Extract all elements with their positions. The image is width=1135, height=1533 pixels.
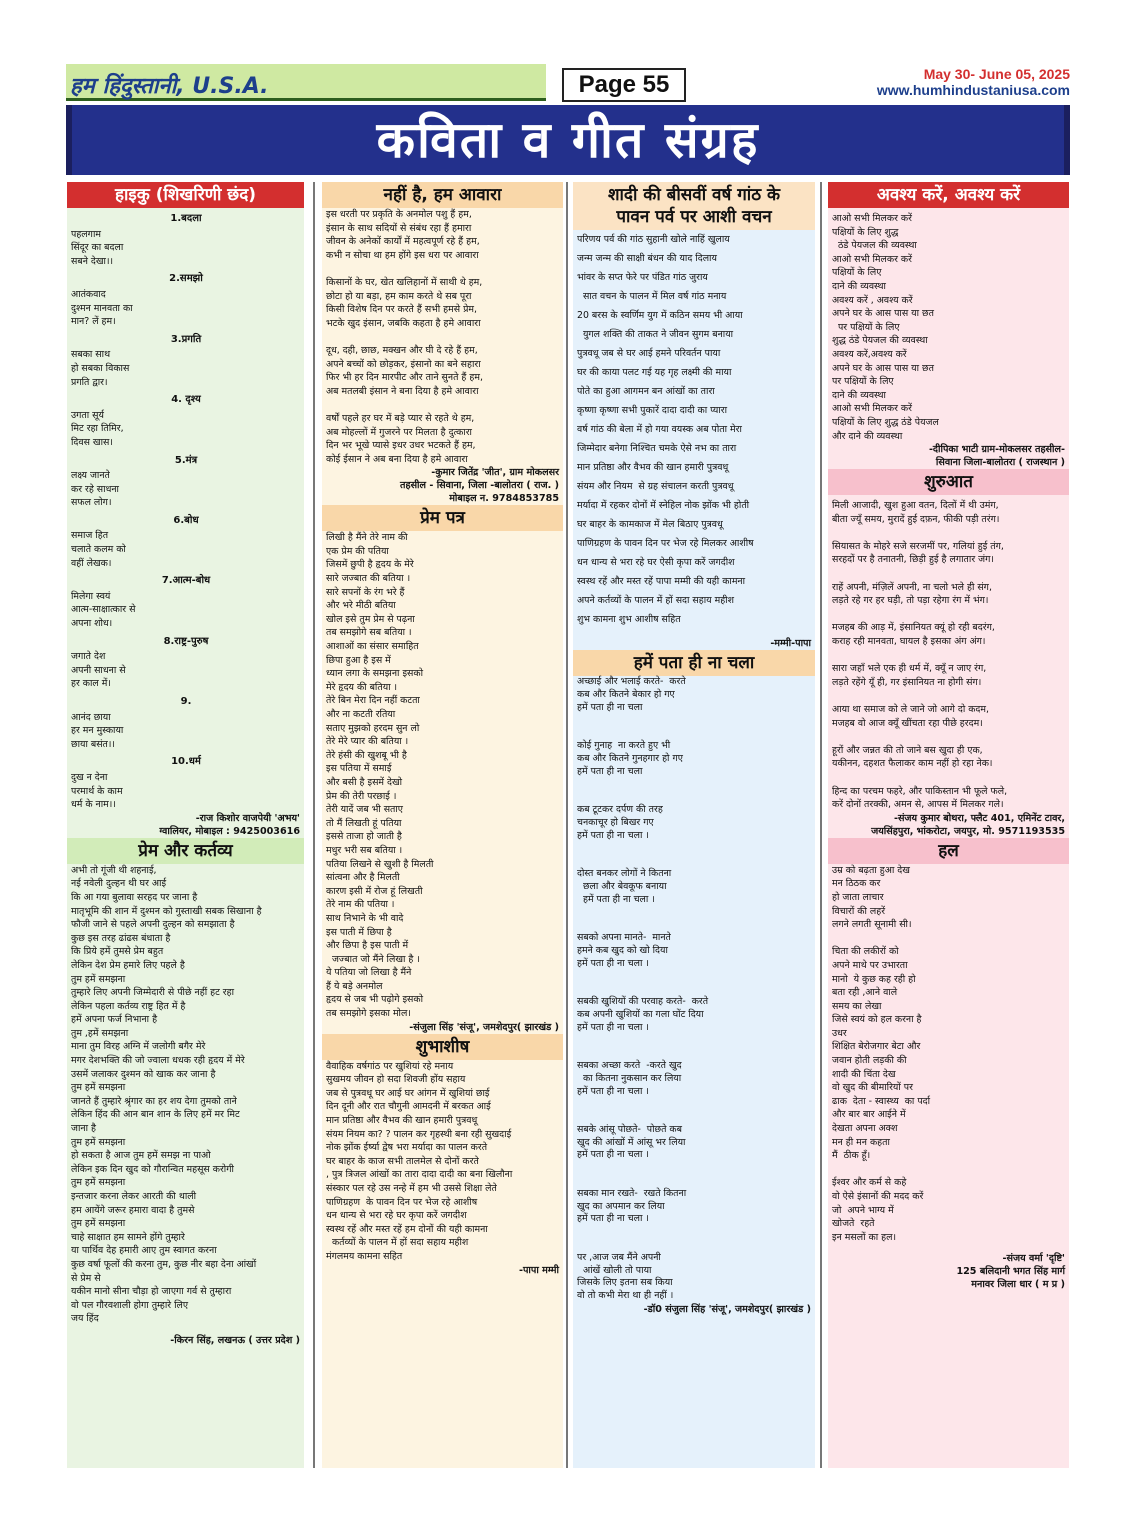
column-2 (322, 182, 563, 1468)
masthead (66, 64, 1070, 100)
poem-author-kiran: -किरन सिंह, लखनऊ ( उत्तर प्रदेश ) (170, 1334, 300, 1346)
haiku-text: सबका साथ हो सबका विकास प्रगति द्वार। (71, 349, 130, 388)
haiku-heading: 6.बोध (173, 514, 199, 526)
haiku-text: पहलगाम सिंदूर का बदला सबने देखा।। (71, 228, 124, 267)
issue-date: May 30- June 05, 2025 (923, 66, 1070, 82)
haiku-text: दुख न देना परमार्थ के काम धर्म के नाम।। (71, 771, 123, 811)
poem-title-avashya: अवश्य करें, अवश्य करें (828, 182, 1069, 208)
haiku-text: समाज हित चलाते कलम को वहीं लेखक। (71, 530, 126, 569)
haiku-list (67, 212, 304, 812)
poem-avashya: आओ सभी मिलकर करें पक्षियों के लिए शुद्ध ठंडे पेयजल की व्यवस्था आओ सभी मिलकर करें पक्षियों के लिए दाने की व्यवस्था अवश्य करें , अवश्य करें अपने घर के आस पास या छत पर पक्षियों के लिए शुद्ध ठंडे पेयजल की व्यवस्था अवश्य करें,अवश्य करें अपने घर के आस पास या छत पर पक्षियों के लिए दाने की व्यवस्था आओ सभी मिलकर करें पक्षियों के लिए शुद्ध ठंडे पेयजल और दाने की व्यवस्था (832, 213, 939, 442)
haiku-text: उगता सूर्य मिट रहा तिमिर, दिवस खास। (71, 409, 124, 448)
haiku-item (71, 635, 301, 691)
poem-shuruaat: मिली आजादी, खुश हुआ वतन, दिलों में थी उमंग, बीता ज्यूँ समय, मुरादें हुई दफ़न, फीकी पड़ी तरंग। सियासत के मोहरे सजे सरजमीं पर, गलियां हुई तंग, सरहदों पर है तनातनी, छिड़ी हुई है लगातार जंग। राहें अपनी, मंज़िलें अपनी, ना चलो भले ही संग, लड़ते रहे गर हर घड़ी, तो पड़ा रहेगा रंग में भंग। मजहब की आड़ में, इंसानियत क्यूं हो रही बदरंग, कराह रही मानवता, घायल है इसका अंग अंग। सारा जहाँ भले एक ही धर्म में, क्यूँ न जाए रंग, लड़ते रहेंगे यूँ ही, गर इंसानियत ना होगी संग। आया था समाज को ले जाने जो आगे दो कदम, मजहब वो आज क्यूँ खींचता रहा पीछे हरदम। हूरों और जन्नत की तो जाने बस खुदा ही एक, यकीनन, दहशत फैलाकर काम नहीं हो रहा नेक। हिन्द का परचम फहरे, और पाकिस्तान भी फूले फले, करें दोनों तरक्की, अमन से, आपस में मिलकर गले। (832, 500, 1008, 811)
publication-name: हम हिंदुस्तानी, U.S.A. (70, 74, 269, 99)
poem-author-sanjay-bothra: -संजय कुमार बोथरा, फ्लैट 401, एमिनेंट टावर, जयसिंहपुरा, भांकरोटा, जयपुर, मो. 9571193535 (871, 812, 1065, 837)
haiku-text: जगाते देश अपनी साधना से हर काल में। (71, 651, 126, 690)
haiku-item (71, 574, 301, 630)
poem-shadi: परिणय पर्व की गांठ सुहानी खोले नाहिं खुलाय जन्म जन्म की साक्षी बंधन की याद दिलाय भांवर के सप्त फेरे पर पंडित गांठ जुराय सात वचन के पालन में मिल वर्ष गांठ मनाय 20 बरस के स्वर्णिम युग में कठिन समय भी आया युगल शक्ति की ताकत ने जीवन सुगम बनाया पुत्रवधू जब से घर आई हमने परिवर्तन पाया घर की काया पलट गई यह गृह लक्ष्मी की माया पोते का हुआ आगमन बन आंखों का तारा कृष्णा कृष्णा सभी पुकारें दादा दादी का प्यारा वर्ष गांठ की बेला में हो गया वयस्क अब पोता मेरा जिम्मेदार बनेगा निश्चित चमके ऐसे नभ का तारा मान प्रतिष्ठा और वैभव की खान हमारी पुत्रवधू संयम और नियम से ग्रह संचालन करती पुत्रवधू मर्यादा में रहकर दोनों में स्नेहिल नोक झोंक भी होती घर बाहर के कामकाज में मेल बिठाए पुत्रवधू पाणिग्रहण के पावन दिन पर भेज रहे मिलकर आशीष धन धान्य से भरा रहे घर ऐसी कृपा करें जगदीश स्वस्थ रहें और मस्त रहें पापा मम्मी की यही कामना अपने कर्तव्यों के पालन में हों सदा सहाय महीश शुभ कामना शुभ आशीष सहित (577, 234, 754, 625)
poem-author-jitendra: -कुमार जितेंद्र 'जीत', ग्राम मोकलसर तहसील - सिवाना, जिला -बालोतरा ( राज. ) मोबाइल न. 9784853785 (400, 467, 559, 505)
haiku-text: आतंकवाद दुश्मन मानवता का मान? लें हम। (71, 288, 133, 328)
poem-title-shubhashish: शुभाशीष (322, 1034, 563, 1060)
poem-shubhashish: वैवाहिक वर्षगांठ पर खुशियां रहे मनाय सुखमय जीवन हो सदा शिवजी होंय सहाय जब से पुत्रवधू घर आई घर आंगन में खुशियां छाई दिन दूनी और रात चौगुनी आमदनी में बरकत आई मान प्रतिष्ठा और वैभव की खान हमारी पुत्रवधू संयम नियम का? ? पालन कर गृहस्थी बना रही सुखदाई नोक झोंक ईर्ष्या द्वेष भरा मर्यादा का पालन करते घर बाहर के काज सभी तालमेल से दोनों करते , पुत्र त्रिजल आंखों का तारा दादा दादी का बना खिलौना संस्कार पल रहे उस नन्हे में हम भी उससे शिक्षा लेते पाणिग्रहण के पावन दिन पर भेज रहे आशीष धन धान्य से भरा रहे घर कृपा करें जगदीश स्वस्थ रहें और मस्त रहें हम दोनों की यही कामना कर्तव्यों के पालन में हों सदा सहाय महीश मंगलमय कामना सहित (326, 1060, 513, 1262)
section-banner (66, 105, 1070, 175)
column-divider (566, 182, 568, 1468)
poem-title-prem-kartavya: प्रेम और कर्तव्य (67, 838, 304, 864)
poem-title-shuruaat: शुरुआत (828, 469, 1069, 495)
poem-title-shadi: शादी की बीसवीं वर्ष गांठ के पावन पर्व पर आशी वचन (573, 182, 815, 230)
haiku-heading: 4. दृश्य (171, 394, 201, 406)
poem-author-mummy-papa: -मम्मी-पापा (770, 638, 811, 649)
poem-hal: उम्र को बढ़ता हुआ देख मन ठिठक कर हो जाता लाचार विचारों की लहरें लगने लगती सूनामी सी। चिता की लकीरों को अपने माथे पर उभारता मानो ये कुछ कह रही हो बता रही ,आने वाले समय का लेखा जिसे स्वयं को हल करना है उधर शिक्षित बेरोजगार बेटा और जवान होती लड़की की शादी की चिंता देख वो खुद की बीमारियों पर ढाक देता - स्वास्थ्य का पर्दा और बार बार आईने में देखता अपना अक्श मन ही मन कहता मैं ठीक हूँ। ईश्वर और कर्म से कहे वो ऐसे इंसानों की मदद करें जो अपने भाग्य में खोजते रहते इन मसलों का हल। (832, 864, 931, 1243)
haiku-title: हाइकु (शिखरिणी छंद) (67, 182, 304, 208)
poem-prem-patra: लिखी है मैंने तेरे नाम की एक प्रेम की पतिया जिसमें छुपी है हृदय के मेरे सारे जज्बात की बतिया । सारे सपनों के रंग भरे हैं और भरे मीठी बतिया खोल इसे तुम प्रेम से पढ़ना तब समझोगे सब बतिया । आशाओं का संसार समाहित छिपा हुआ है इस में ध्यान लगा के समझना इसको मेरे हृदय की बतिया । तेरे बिन मेरा दिन नहीं कटता और ना कटती रतिया सताए मुझको हरदम सुन लो तेरे मेरे प्यार की बतिया । तेरे हंसी की खुशबू भी है इस पतिया में समाई और बसी है इसमें देखो प्रेम की तेरी परछाई । तेरी यादें जब भी सताए तो मैं लिखती हूं पतिया इससे ताजा हो जाती है मधुर भरी सब बतिया । पतिया लिखने से खुशी है मिलती सांत्वना और है मिलती कारण इसी में रोज हूं लिखती तेरे नाम की पतिया । साथ निभाने के भी वादे इस पाती में छिपा है और छिपा है इस पाती में जज्बात जो मैंने लिखा है । ये पतिया जो लिखा है मैंने हैं ये बड़े अनमोल हृदय से जब भी पढ़ोगे इसको तब समझोगे इसका मोल। (326, 532, 434, 1020)
poem-prem-kartavya: अभी तो गूंजी थी शहनाई, नई नवेली दुल्हन थी घर आई कि आ गया बुलावा सरहद पर जाना है मातृभूमि की शान में दुश्मन को गुस्ताखी सबक सिखाना है फौजी जाने से पहले अपनी दुल्हन को समझाता है कुछ इस तरह ढांढस बंधाता है कि प्रिये हमें तुमसे प्रेम बहुत लेकिन देश प्रेम हमारे लिए पहले है तुम हमें समझना तुम्हारे लिए अपनी जिम्मेदारी से पीछे नहीं हट रहा लेकिन पहला कर्तव्य राष्ट्र हित में है हमें अपना फर्ज निभाना है तुम ,हमें समझना माना तुम विरह अग्नि में जलोगी बगैर मेरे मगर देशभक्ति की जो ज्वाला धधक रही हृदय में मेरे उसमें जलाकर दुश्मन को खाक कर जाना है तुम हमें समझना जानते हैं तुम्हारे श्रृंगार का हर शय देगा तुमको ताने लेकिन हिंद की आन बान शान के लिए हमें मर मिट जाना है तुम हमें समझना हो सकता है आज तुम हमें समझ ना पाओ लेकिन इक दिन खुद को गौरान्वित महसूस करोगी तुम हमें समझना इन्तजार करना लेकर आरती की थाली हम आयेंगे जरूर हमारा वादा है तुमसे तुम हमें समझना चाहे साक्षात हम सामने होंगे तुम्हारे या पार्थिव देह हमारी आए तुम स्वागत करना कुछ वर्षा फूलों की करना तुम, कुछ नीर बहा देना आंखों से प्रेम से यकीन मानो सीना चौड़ा हो जाएगा गर्व से तुम्हारा वो पल गौरवशाली होगा तुम्हारे लिए जय हिंद (71, 864, 262, 1325)
haiku-item (71, 393, 301, 449)
haiku-author: -राज किशोर वाजपेयी 'अभय' ग्वालियर, मोबाइल : 9425003616 (159, 812, 300, 837)
haiku-item (71, 454, 301, 510)
haiku-heading: 10.धर्म (171, 756, 201, 768)
website-link[interactable]: www.humhindustaniusa.com (876, 82, 1070, 98)
poem-pata-na-chala: अच्छाई और भलाई करते- करते कब और कितने बेकार हो गए हमें पता ही ना चला कोई गुनाह ना करते हुए भी कब और कितने गुनहगार हो गए हमें पता ही ना चला कब टूटकर दर्पण की तरह चनकाचूर हो बिखर गए हमें पता ही ना चला । दोस्त बनकर लोगों ने कितना छला और बेवकूफ बनाया हमें पता ही ना चला । सबको अपना मानते- मानते हमने कब खुद को खो दिया हमें पता ही ना चला । सबकी खुशियों की परवाह करते- करते कब अपनी खुशियों का गला घोंट दिया हमें पता ही ना चला । सबका अच्छा करते -करते खुद का कितना नुकसान कर लिया हमें पता ही ना चला । सबके आंसू पोछते- पोछते कब खुद की आंखों में आंसू भर लिया हमें पता ही ना चला । सबका मान रखते- रखते कितना खुद का अपमान कर लिया हमें पता ही ना चला । पर ,आज जब मैंने अपनी आंखें खोली तो पाया जिसके लिए इतना सब किया वो तो कभी मेरा था ही नहीं । (577, 676, 709, 1302)
column-divider (313, 182, 315, 1468)
issue-info (877, 66, 1070, 98)
haiku-item (71, 755, 301, 811)
haiku-heading: 8.राष्ट्र-पुरुष (163, 635, 209, 647)
poem-title-awara: नहीं है, हम आवारा (322, 182, 563, 208)
column-divider (820, 182, 822, 1468)
column-3 (573, 182, 815, 1468)
poem-title-pata-na-chala: हमें पता ही ना चला (573, 650, 815, 676)
page-number: Page 55 (562, 68, 686, 102)
haiku-heading: 5.मंत्र (174, 454, 198, 466)
poem-awara: इस धरती पर प्रकृति के अनमोल पशु हैं हम, इंसान के साथ सदियों से संबंध रहा हैं हमारा जीवन के अनेकों कार्यों में महत्वपूर्ण रहे हैं हम, कभी न सोचा था हम होंगे इस धरा पर आवारा किसानों के घर, खेत खलिहानों में साथी थे हम, छोटा हो या बड़ा, हम काम करते थे सब पूरा किसी विशेष दिन पर करते हैं सभी हमसे प्रेम, भटके खुद इंसान, जबकि कहता है हमे आवारा दूध, दही, छाछ, मक्खन और घी दे रहे हैं हम, अपने बच्चों को छोड़कर, इंसानो का बने सहारा फिर भी हर दिन मारपीट और ताने सुनते हैं हम, अब मतलबी इंसान ने बना दिया है हमे आवारा वर्षों पहले हर घर में बड़े प्यार से रहते थे हम, अब मोहल्लों में गुजरने पर मिलता है दुत्कारा दिन भर भूखे प्यासे इधर उधर भटकते हैं हम, कोई ईसान ने अब बना दिया है हमे आवारा (326, 209, 483, 465)
poem-author-deepika: -दीपिका भाटी ग्राम-मोकलसर तहसील- सिवाना जिला-बालोतरा ( राजस्थान ) (928, 444, 1065, 469)
haiku-item (71, 695, 301, 751)
haiku-item (71, 333, 301, 389)
haiku-heading: 2.समझो (169, 273, 203, 285)
section-title: कविता व गीत संग्रह (376, 111, 760, 169)
haiku-item (71, 212, 301, 268)
column-1 (67, 182, 304, 1468)
haiku-item (71, 514, 301, 570)
haiku-heading: 9. (180, 696, 192, 707)
haiku-text: लक्ष्य जानते कर रहे साधना सफल लोग। (71, 470, 119, 509)
poem-author-sanjay-verma: -संजय वर्मा 'दृष्टि' 125 बलिदानी भगत सिंह मार्ग मनावर जिला धार ( म प्र ) (956, 1253, 1065, 1291)
publication-bar (66, 64, 546, 101)
poem-title-hal: हल (828, 838, 1069, 864)
haiku-item (71, 272, 301, 328)
poem-title-prem-patra: प्रेम पत्र (322, 505, 563, 531)
haiku-text: मिलेगा स्वयं आत्म-साक्षात्कार से अपना शोध। (71, 590, 136, 630)
poem-author-dr-sanjula: -डॉ0 संजुला सिंह 'संजू', जमशेदपुर( झारखंड ) (643, 1304, 811, 1316)
poem-author-papa-mummy: -पापा मम्मी (518, 1264, 559, 1276)
column-4 (828, 182, 1069, 1468)
haiku-heading: 3.प्रगति (170, 333, 202, 345)
haiku-heading: 1.बदला (170, 213, 202, 224)
haiku-heading: 7.आत्म-बोध (161, 575, 211, 587)
poem-author-sanjula: -संजुला सिंह 'संजू', जमशेदपुर( झारखंड ) (409, 1021, 559, 1033)
haiku-text: आनंद छाया हर मन मुस्काया छाया बसंत।। (71, 711, 124, 750)
